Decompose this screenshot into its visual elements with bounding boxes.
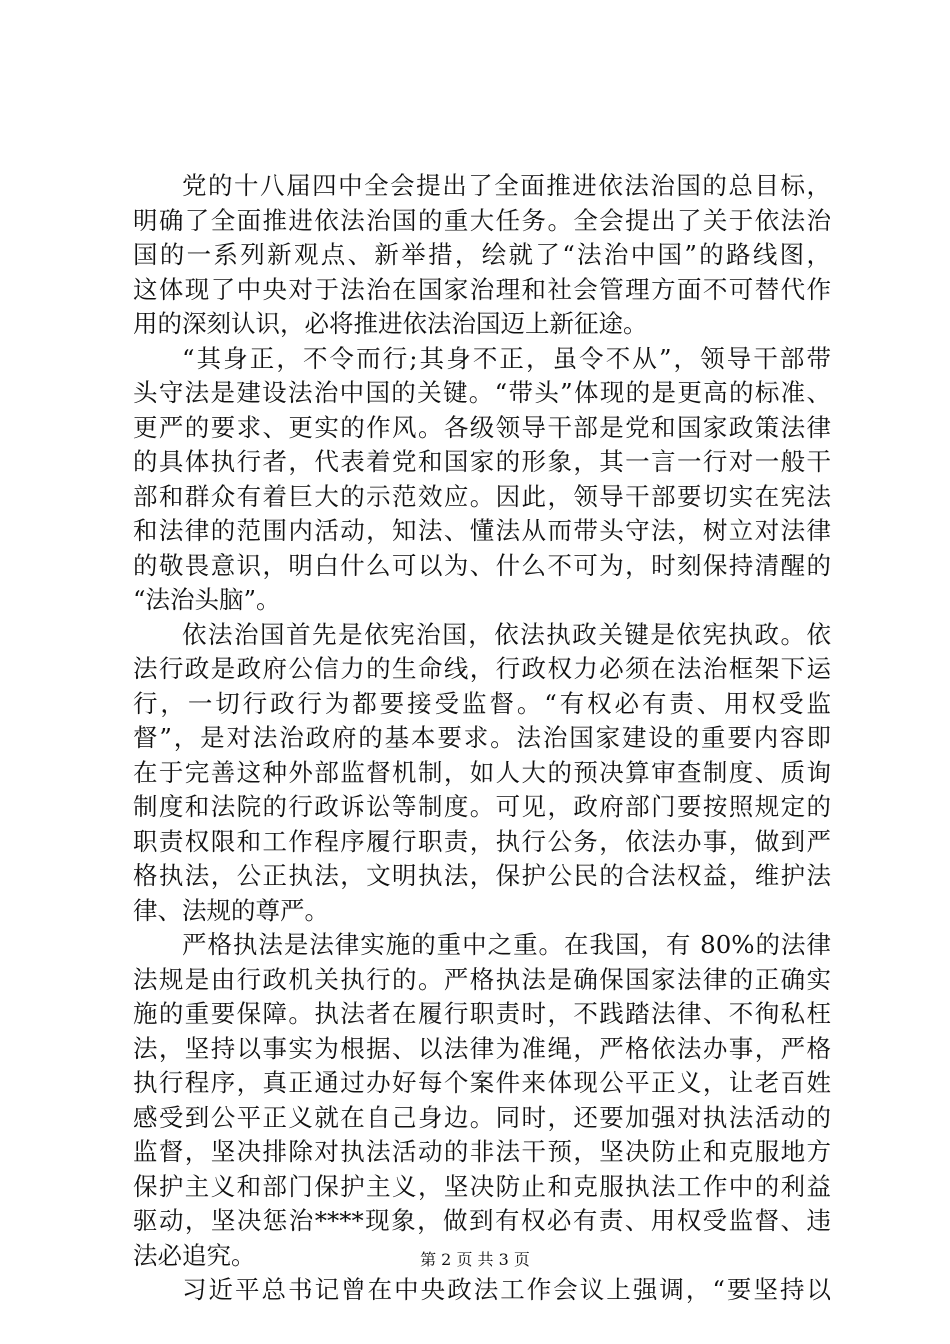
body-text-line: 明确了全面推进依法治国的重大任务。全会提出了关于依法治 [133, 205, 831, 235]
body-text-line: 国的一系列新观点、新举措，绘就了“法治中国”的路线图， [133, 240, 831, 269]
body-text-line: 法规是由行政机关执行的。严格执法是确保国家法律的正确实 [133, 964, 831, 994]
body-text-line: 习近平总书记曾在中央政法工作会议上强调，“要坚持以 [182, 1275, 831, 1304]
body-text-line: 驱动，坚决惩治****现象，做到有权必有责、用权受监督、违 [133, 1206, 831, 1235]
body-text-line: “其身正，不令而行;其身不正，虽令不从”，领导干部带 [182, 343, 831, 373]
body-text-line: 这体现了中央对于法治在国家治理和社会管理方面不可替代作 [133, 274, 831, 304]
body-text-line: 和法律的范围内活动，知法、懂法从而带头守法，树立对法律 [133, 516, 831, 545]
body-text-line: 党的十八届四中全会提出了全面推进依法治国的总目标， [182, 171, 831, 200]
document-body [133, 169, 831, 1308]
body-text-line: 部和群众有着巨大的示范效应。因此，领导干部要切实在宪法 [133, 481, 831, 511]
body-text-line: 监督，坚决排除对执法活动的非法干预，坚决防止和克服地方 [133, 1137, 831, 1166]
body-text-line: 头守法是建设法治中国的关键。“带头”体现的是更高的标准、 [133, 378, 831, 407]
body-text-line: 制度和法院的行政诉讼等制度。可见，政府部门要按照规定的 [133, 792, 831, 821]
body-text-line: 法，坚持以事实为根据、以法律为准绳，严格依法办事，严格 [133, 1033, 831, 1063]
body-text-line: 严格执法是法律实施的重中之重。在我国，有 80%的法律 [182, 930, 831, 959]
body-text-line: 格执法，公正执法，文明执法，保护公民的合法权益，维护法 [133, 861, 831, 890]
body-text-line: 法行政是政府公信力的生命线，行政权力必须在法治框架下运 [133, 654, 831, 683]
body-text-line: 的具体执行者，代表着党和国家的形象，其一言一行对一般干 [133, 447, 831, 476]
body-text-line: 依法治国首先是依宪治国，依法执政关键是依宪执政。依 [182, 619, 831, 649]
body-text-line: 职责权限和工作程序履行职责，执行公务，依法办事，做到严 [133, 826, 831, 856]
page-footer: 第 2 页 共 3 页 [420, 1250, 530, 1269]
body-text-line: 更严的要求、更实的作风。各级领导干部是党和国家政策法律 [133, 412, 831, 442]
body-text-line: 行，一切行政行为都要接受监督。“有权必有责、用权受监 [133, 688, 831, 718]
body-text-line: 保护主义和部门保护主义，坚决防止和克服执法工作中的利益 [133, 1171, 831, 1201]
body-text-line: 在于完善这种外部监督机制，如人大的预决算审查制度、质询 [133, 757, 831, 787]
body-text-line: 律、法规的尊严。 [133, 895, 329, 925]
body-text-line: “法治头脑”。 [133, 585, 281, 614]
body-text-line: 施的重要保障。执法者在履行职责时，不践踏法律、不徇私枉 [133, 999, 831, 1028]
body-text-line: 用的深刻认识，必将推进依法治国迈上新征途。 [133, 309, 648, 338]
body-text-line: 的敬畏意识，明白什么可以为、什么不可为，时刻保持清醒的 [133, 550, 831, 580]
body-text-line: 执行程序，真正通过办好每个案件来体现公平正义，让老百姓 [133, 1068, 831, 1097]
body-text-line: 督”，是对法治政府的基本要求。法治国家建设的重要内容即 [133, 723, 831, 752]
body-text-line: 法必追究。 [133, 1240, 256, 1270]
body-text-line: 感受到公平正义就在自己身边。同时，还要加强对执法活动的 [133, 1102, 831, 1132]
